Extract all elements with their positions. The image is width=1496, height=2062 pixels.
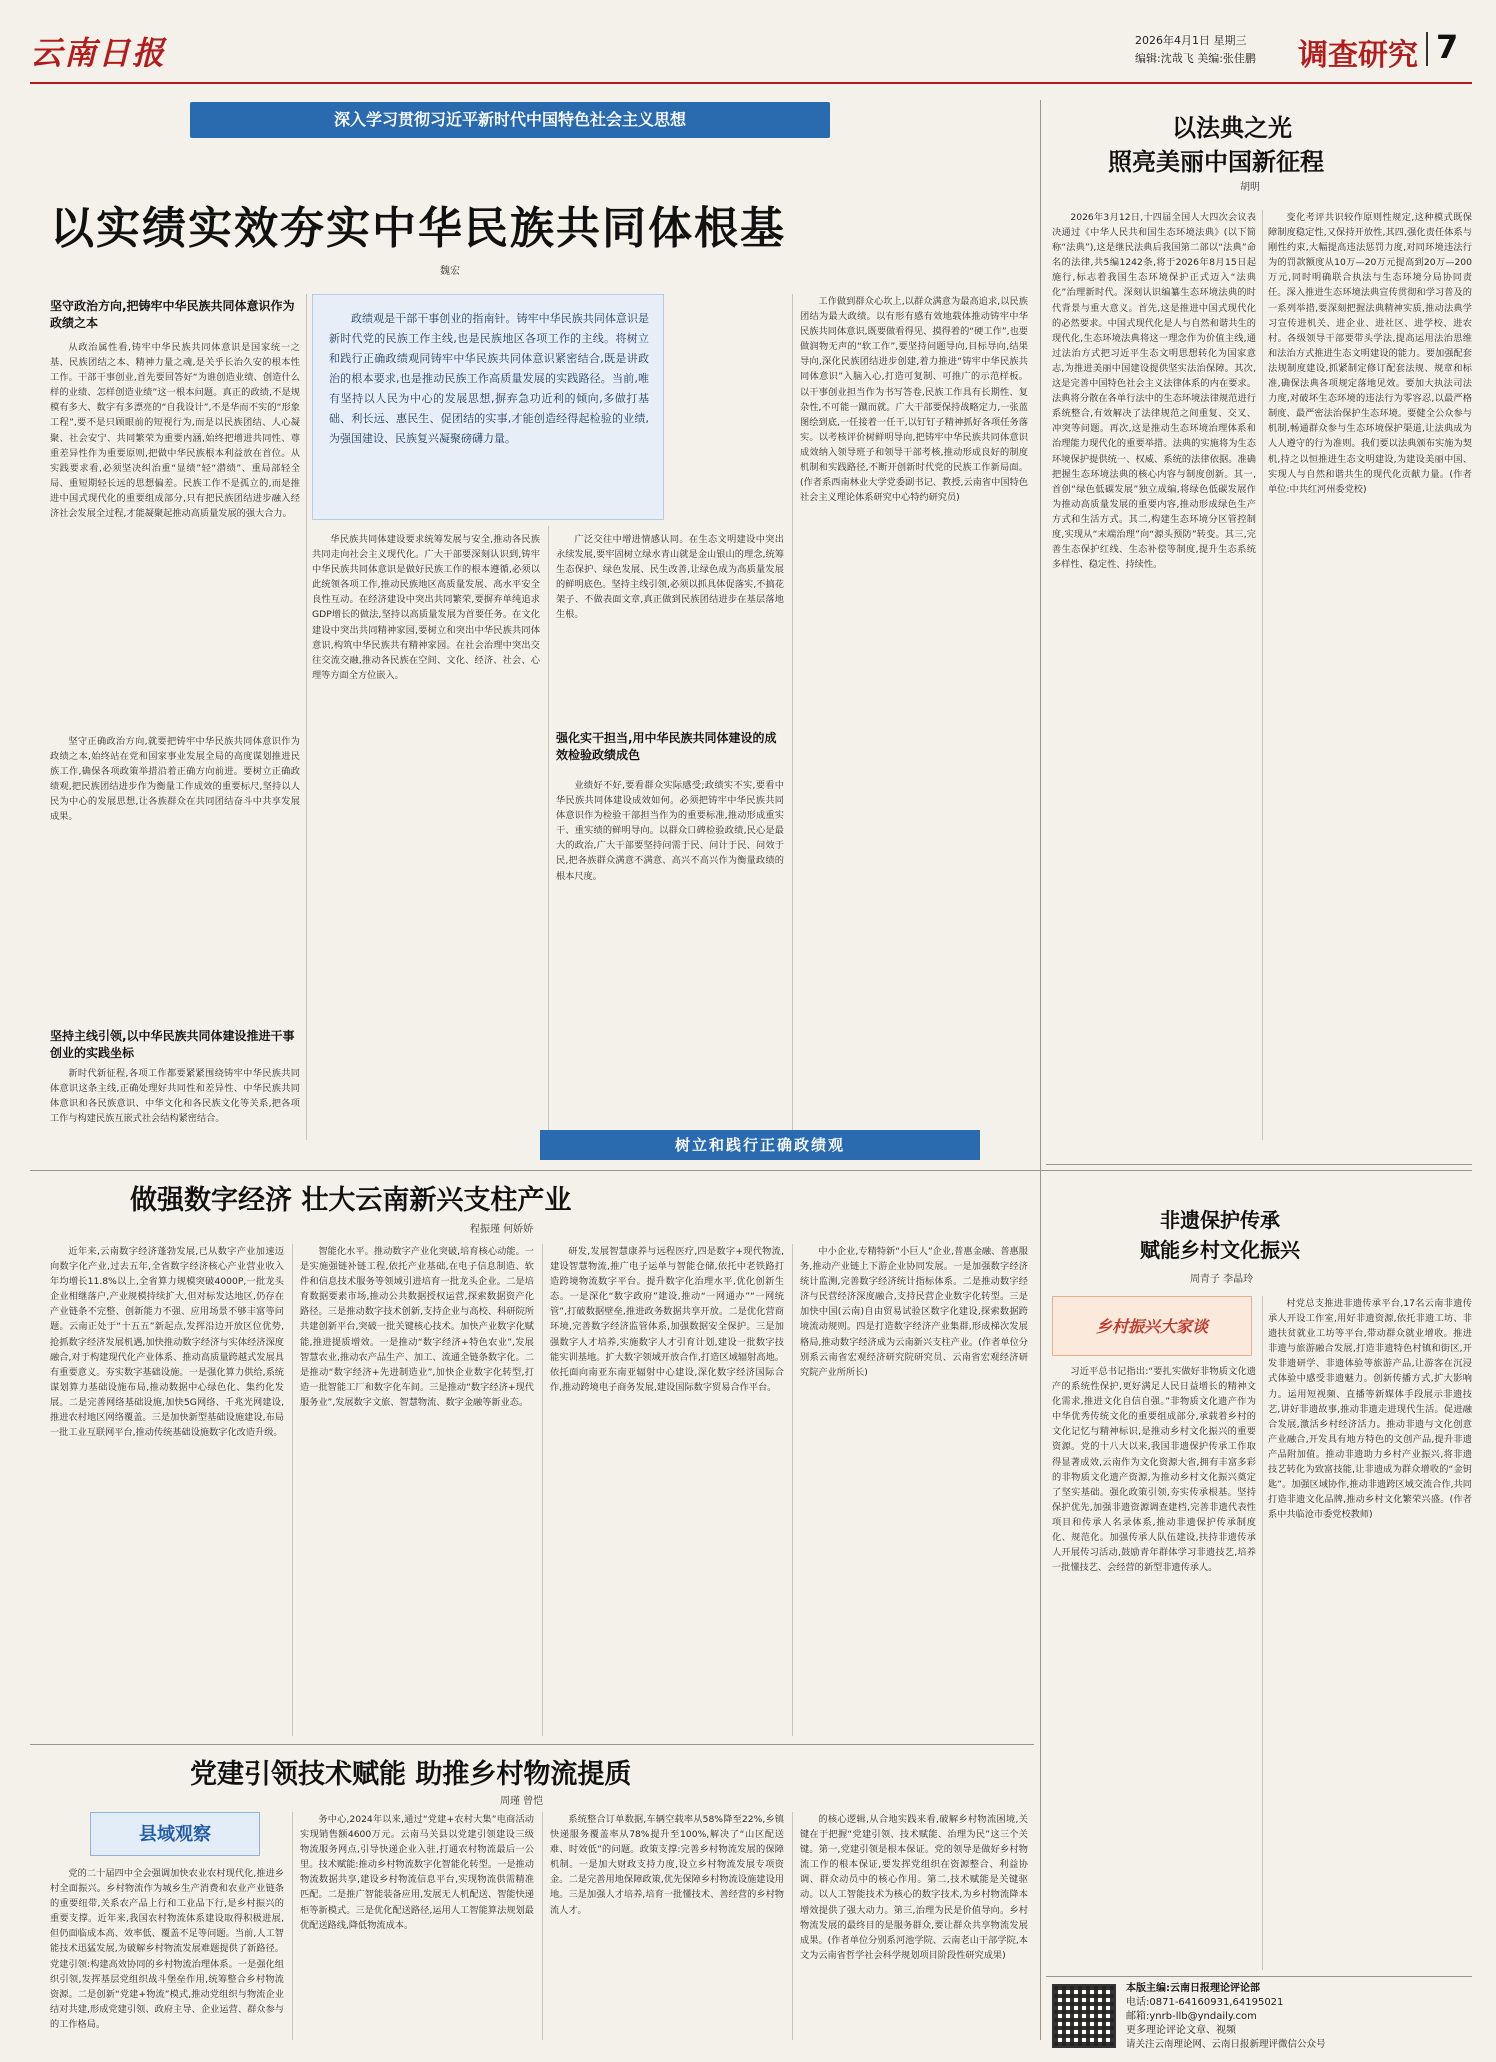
article2-headline-line2: 照亮美丽中国新征程 [1108, 148, 1324, 176]
article1-col3-text-a: 广泛交往中增进情感认同。在生态文明建设中突出永续发展,要牢固树立绿水青山就是金山银山的理念,统筹生态保护、绿色发展、民生改善,让绿色成为高质量发展的鲜明底色。坚持主线引领,必须以抓具体促落实,不搞花架子、不做表面文章,真正做到民族团结进步在基层落地生根。 [556, 534, 784, 621]
article1-col3-text-b: 业绩好不好,要看群众实际感受;政绩实不实,要看中华民族共同体建设成效如何。必须把铸牢中华民族共同体意识作为检验干部担当作为的重要标准,推动形成重实干、重实绩的鲜明导向。以群众口碑检验政绩,民心是最大的政治,广大干部要坚持问需于民、问计于民、问效于民,把各族群众满意不满意、高兴不高兴作为衡量政绩的根本尺度。 [556, 780, 784, 882]
article1-subhead-2: 坚持主线引领,以中华民族共同体建设推进干事创业的实践坐标 [50, 1029, 295, 1060]
article5-column-tag-text: 县域观察 [139, 1824, 211, 1845]
masthead-rule [30, 82, 1472, 84]
article2-author: 胡明 [1240, 182, 1260, 193]
article2-headline-line1: 以法典之光 [1172, 114, 1292, 142]
article4-col2-text: 村党总支推进非遗传承平台,17名云南非遗传承人开设工作室,用好非遗资源,依托非遗工坊、非遗扶贫就业工坊等平台,带动群众就业增收。推进非遗与旅游融合发展,打造非遗特色村镇和街区,开发非遗研学、非遗体验等旅游产品,让游客在沉浸式体验中感受非遗魅力。创新传播方式,扩大影响力。运用短视频、直播等新媒体手段展示非遗技艺,讲好非遗故事,推动非遗走进现代生活。促进融合发展,激活乡村经济活力。推动非遗与文化创意产业融合,开发具有地方特色的文创产品,提升非遗产品附加值。推动非遗助力乡村产业振兴,将非遗技艺转化为致富技能,让非遗成为群众增收的“金钥匙”。加强区域协作,推动非遗跨区域交流合作,共同打造非遗文化品牌,推动乡村文化繁荣兴盛。(作者系中共临沧市委党校教师) [1268, 1298, 1472, 1521]
article4-column-tag [1052, 1296, 1252, 1356]
section-rule-2 [30, 1744, 1034, 1745]
footer-more: 更多理论评论文章、视频 [1126, 2025, 1236, 2036]
article2-divider [1262, 210, 1263, 1140]
article1-section-tag [540, 1130, 980, 1160]
page-column-divider [1040, 100, 1041, 2040]
section-title: 调查研究 [1298, 38, 1418, 73]
article4-headline-line2: 赋能乡村文化振兴 [1140, 1238, 1300, 1262]
article5-column-tag [90, 1812, 260, 1856]
article5-col4-text: 的核心逻辑,从合地实践来看,破解乡村物流困境,关键在于把握“党建引领、技术赋能、治理为民”这三个关键。第一,党建引领是根本保证。党的领导是做好乡村物流工作的根本保证,要发挥党组织在资源整合、利益协调、群众动员中的核心作用。第二,技术赋能是关键驱动。以人工智能技术为核心的数字技术,为乡村物流降本增效提供了强大动力。第三,治理为民是价值导向。乡村物流发展的最终目的是服务群众,要让群众共享物流发展成果。(作者单位分别系河池学院、云南老山干部学院,本文为云南省哲学社会科学规划项目阶段性研究成果) [800, 1814, 1028, 1961]
article1-subhead-3: 强化实干担当,用中华民族共同体建设的成效检验政绩成色 [556, 731, 777, 762]
article2-col2-text: 变化考评共识较作原则性规定,这种模式既保障制度稳定性,又保持开放性,其四,强化责任体系与刚性约束,大幅提高违法惩罚力度,对同环境违法行为的罚款额度从10万—20万元提高到20万—200万元,同时明确联合执法与生态环境分局协同责任。深入推进生态环境法典宣传贯彻和学习普及的一系列举措,要深刻把握法典精神实质,推动法典学习宣传进机关、进企业、进社区、进学校、进农村。各级领导干部要带头学法,提高运用法治思维和法治方式推进生态文明建设的能力。要加强配套法规制度建设,抓紧制定修订配套法规、规章和标准,确保法典各项规定落地见效。要加大执法司法力度,对破坏生态环境的违法行为零容忍,以最严格制度、最严密法治保护生态环境。要健全公众参与机制,畅通群众参与生态环境保护渠道,让法典成为人人遵守的行为准则。我们要以法典颁布实施为契机,持之以恒推进生态文明建设,为建设美丽中国、实现人与自然和谐共生的现代化贡献力量。(作者单位:中共红河州委党校) [1268, 212, 1472, 495]
article5-headline: 党建引领技术赋能 助推乡村物流提质 [190, 1759, 632, 1790]
article5-col2-text: 务中心,2024年以来,通过“党建+农村大集”电商活动实现销售额4600万元。云南马关县以党建引领建设三级物流服务网点,引导快递企业入驻,打通农村物流最后一公里。技术赋能:推动乡村物流数字化智能化转型。一是推动物流数据共享,建设乡村物流信息平台,实现物流供需精准匹配。二是推广智能装备应用,发展无人机配送、智能快递柜等新模式。三是优化配送路径,运用人工智能算法规划最优配送路线,降低物流成本。 [300, 1814, 534, 1931]
section-rule-1 [30, 1170, 1472, 1171]
newspaper-logo: 云南日报 [30, 34, 167, 72]
issue-date: 2026年4月1日 星期三 [1135, 34, 1247, 47]
theme-banner [190, 102, 830, 138]
qr-code-icon[interactable] [1052, 1984, 1116, 2048]
article1-quote-text: 政绩观是干部干事创业的指南针。铸牢中华民族共同体意识是新时代党的民族工作主线,也是民族地区各项工作的主线。将树立和践行正确政绩观同铸牢中华民族共同体意识紧密结合,既是讲政治的根本要求,也是推动民族工作高质量发展的实践路径。当前,唯有坚持以人民为中心的发展思想,摒弃急功近利的倾向,多做打基础、利长远、惠民生、促团结的实事,才能创造经得起检验的业绩,为强国建设、民族复兴凝聚磅礴力量。 [329, 312, 649, 445]
page-number: 7 [1436, 28, 1459, 66]
editors-credit: 编辑:沈哉飞 美编:张佳鹏 [1135, 52, 1256, 65]
article4-author: 周青子 李晶玲 [1190, 1274, 1254, 1285]
article1-divider-3 [792, 294, 793, 1140]
article1-col1-text-a: 从政治属性看,铸牢中华民族共同体意识是国家统一之基、民族团结之本、精神力量之魂,是关乎长治久安的根本性工作。干部干事创业,首先要回答好“为谁创造业绩、创造什么样的业绩、怎样创造业绩”这一根本问题。真正的政绩,不是规模有多大、数字有多漂亮的“自我设计”,不是华而不实的“形象工程”,要不是只顾眼前的短视行为,而是以民族团结、人心凝聚、社会安宁、共同繁荣为重要内涵,始终把增进共同性、尊重差异性作为重要原则,把做中华民族根本利益放在首位。从实践要求看,必须坚决纠治重“显绩”轻“潜绩”、重局部轻全局、重短期轻长远的思想偏差。民族工作不是孤立的,而是推进中国式现代化的重要组成部分,只有把民族团结进步融入经济社会发展全过程,才能凝聚起推动高质量发展的强大合力。 [50, 342, 300, 520]
article2-col1-text: 2026年3月12日,十四届全国人大四次会议表决通过《中华人民共和国生态环境法典》(以下简称“法典”),这是继民法典后我国第二部以“法典”命名的法律,共5编1242条,将于2026年8月15日起施行,标志着我国生态环境保护正式迈入“法典化”治理新时代。深刻认识编纂生态环境法典的时代背景与重大意义。首先,这是推进中国式现代化的必然要求。中国式现代化是人与自然和谐共生的现代化,生态环境法典将这一理念作为价值主线,通过法治方式把习近平生态文明思想转化为国家意志,为推进美丽中国建设提供坚实法治保障。其次,这是完善中国特色社会主义法律体系的内在要求。法典将分散在各单行法中的生态环境法律规范进行系统整合,有效解决了法律规范之间重复、交叉、冲突等问题。再次,这是推动生态环境治理体系和治理能力现代化的重要举措。法典的实施将为生态环境保护提供统一、权威、系统的法律依据。准确把握生态环境法典的核心内容与制度创新。其一,首创“绿色低碳发展”独立成编,将绿色低碳发展作为推动高质量发展的重要内容,推动形成绿色生产方式和生活方式。其二,构建生态环境分区管控制度,实现从“末端治理”向“源头预防”转变。其三,完善生态保护红线、生态补偿等制度,提升生态系统多样性、稳定性、持续性。 [1052, 212, 1256, 571]
article1-divider-1 [306, 294, 307, 1140]
article1-col2-text: 华民族共同体建设要求统筹发展与安全,推动各民族共同走向社会主义现代化。广大干部要深刻认识到,铸牢中华民族共同体意识是做好民族工作的根本遵循,必须以此统领各项工作,推动民族地区高质量发展、高水平安全良性互动。在经济建设中突出共同繁荣,要摒弃单纯追求GDP增长的做法,坚持以高质量发展为首要任务。在文化建设中突出共同精神家园,要树立和突出中华民族共同体意识,构筑中华民族共有精神家园。在社会治理中突出交往交流交融,推动各民族在空间、文化、经济、社会、心理等方面全方位嵌入。 [312, 534, 540, 681]
section-rule-right [1046, 1164, 1472, 1165]
masthead [0, 0, 1496, 100]
article1-col1-text-b: 坚守正确政治方向,就要把铸牢中华民族共同体意识作为政绩之本,始终站在党和国家事业发展全局的高度谋划推进民族工作,确保各项政策举措沿着正确方向前进。要树立正确政绩观,把民族团结进步作为衡量工作成效的重要标尺,坚持以人民为中心的发展思想,让各族群众在共同团结奋斗中共享发展成果。 [50, 736, 300, 823]
article3-author: 程振瑾 何娇娇 [470, 1224, 534, 1235]
footer-email[interactable]: 邮箱:ynrb-llb@yndaily.com [1126, 2011, 1257, 2022]
article1-col4-text: 工作做到群众心坎上,以群众满意为最高追求,以民族团结为最大政绩。以有形有感有效地载体推动铸牢中华民族共同体意识,既要做看得见、摸得着的“硬工作”,也要做润物无声的“软工作”,要坚持问题导向,目标导向,结果导向,深化民族团结进步创建,着力推进“铸牢中华民族共同体意识”入脑入心,打造可复制、可推广的示范样板。以干事创业担当作为书写答卷,民族工作具有长期性、复杂性,不可能一蹴而就。广大干部要保持战略定力,一张蓝图绘到底,一任接着一任干,以钉钉子精神抓好各项任务落实。以考核评价树鲜明导向,把铸牢中华民族共同体意识成效纳入领导班子和领导干部考核,推动形成良好的制度机制和实践路径,不断开创新时代党的民族工作新局面。(作者系西南林业大学党委副书记、教授,云南省中国特色社会主义理论体系研究中心特约研究员) [800, 296, 1028, 504]
article5-divider-3 [792, 1812, 793, 2040]
article5-col1-text: 党的二十届四中全会强调加快农业农村现代化,推进乡村全面振兴。乡村物流作为城乡生产消费和农业产业链条的重要纽带,关系农产品上行和工业品下行,是乡村振兴的重要支撑。近年来,我国农村物流体系建设取得积极进展,但仍面临成本高、效率低、覆盖不足等问题。当前,人工智能技术迅猛发展,为破解乡村物流发展难题提供了新路径。党建引领:构建高效协同的乡村物流治理体系。一是强化组织引领,发挥基层党组织战斗堡垒作用,统筹整合乡村物流资源。二是创新“党建+物流”模式,推动党组织与物流企业结对共建,形成党建引领、政府主导、企业运营、群众参与的工作格局。 [50, 1868, 284, 2030]
article4-col1-text: 习近平总书记指出:“要扎实做好非物质文化遗产的系统性保护,更好满足人民日益增长的精神文化需求,推进文化自信自强。”非物质文化遗产作为中华优秀传统文化的重要组成部分,承载着乡村的文化记忆与精神标识,是推动乡村文化振兴的重要资源。党的十八大以来,我国非遗保护传承工作取得显著成效,云南作为文化资源大省,拥有丰富多彩的非物质文化遗产资源,为推动乡村文化振兴奠定了坚实基础。强化政策引领,夯实传承根基。坚持保护优先,加强非遗资源调查建档,完善非遗代表性项目和传承人名录体系,推动非遗保护传承制度化、规范化。加强传承人队伍建设,扶持非遗传承人开展传习活动,鼓励青年群体学习非遗技艺,培养一批懂技艺、会经营的新型非遗传承人。 [1052, 1366, 1256, 1574]
article1-author: 魏宏 [440, 266, 460, 277]
footer-editor: 本版主编:云南日报理论评论部 [1126, 1983, 1260, 1994]
article3-divider-2 [542, 1244, 543, 1736]
theme-banner-text: 深入学习贯彻习近平新时代中国特色社会主义思想 [333, 110, 686, 129]
article4-divider [1262, 1296, 1263, 1970]
article5-divider-1 [292, 1812, 293, 2040]
article5-col3-text: 系统整合订单数据,车辆空载率从58%降至22%,乡镇快递服务覆盖率从78%提升至100%,解决了“山区配送难、时效低”的问题。政策支撑:完善乡村物流发展的保障机制。一是加大财政支持力度,设立乡村物流发展专项资金。二是完善用地保障政策,优先保障乡村物流设施建设用地。三是加强人才培养,培育一批懂技术、善经营的乡村物流人才。 [550, 1814, 784, 1916]
article3-headline: 做强数字经济 壮大云南新兴支柱产业 [130, 1185, 572, 1216]
article1-section-tag-text: 树立和践行正确政绩观 [674, 1136, 845, 1154]
section-divider [1426, 32, 1428, 66]
article3-divider-3 [792, 1244, 793, 1736]
footer-follow: 请关注云南理论网、云南日报新理评微信公众号 [1126, 2039, 1326, 2050]
article1-quote-box [312, 294, 664, 520]
article5-author: 周瑾 曾恺 [500, 1796, 544, 1807]
article1-col1-text-c: 新时代新征程,各项工作都要紧紧围绕铸牢中华民族共同体意识这条主线,正确处理好共同性和差异性、中华民族共同体意识和各民族意识、中华文化和各民族文化等关系,把各项工作与构建民族互嵌式社会结构紧密结合。 [50, 1068, 300, 1125]
article4-headline-line1: 非遗保护传承 [1160, 1208, 1280, 1232]
article3-divider-1 [292, 1244, 293, 1736]
footer-phone: 电话:0871-64160931,64195021 [1126, 1997, 1284, 2008]
article3-col2-text: 智能化水平。推动数字产业化突破,培育核心动能。一是实施强链补链工程,依托产业基础,在电子信息制造、软件和信息技术服务等领域引进培育一批龙头企业。二是培育数据要素市场,推动公共数据授权运营,探索数据资产化路径。三是推动数字技术创新,支持企业与高校、科研院所共建创新平台,突破一批关键核心技术。加快产业数字化赋能,推进提质增效。一是推动“数字经济+特色农业”,发展智慧农业,推动农产品生产、加工、流通全链条数字化。二是推动“数字经济+先进制造业”,加快企业数字化转型,打造一批智能工厂和数字化车间。三是推动“数字经济+现代服务业”,发展数字文旅、智慧物流、数字金融等新业态。 [300, 1246, 534, 1408]
footer-info [1126, 1982, 1472, 2052]
article5-divider-2 [542, 1812, 543, 2040]
article3-col3-text: 研发,发展智慧康养与远程医疗,四是数字+现代物流,建设智慧物流,推广电子运单与智能仓储,依托中老铁路打造跨境物流数字平台。提升数字化治理水平,优化创新生态。一是深化“数字政府”建设,推动“一网通办”“一网统管”,打破数据壁垒,推进政务数据共享开放。二是优化营商环境,完善数字经济监管体系,加强数据安全保护。三是加强数字人才培养,实施数字人才引育计划,建设一批数字技能实训基地。扩大数字领域开放合作,打造区域辐射高地。依托面向南亚东南亚辐射中心建设,深化数字经济国际合作,推动跨境电子商务发展,建设国际数字贸易合作平台。 [550, 1246, 784, 1393]
article1-subhead-1: 坚守政治方向,把铸牢中华民族共同体意识作为政绩之本 [50, 299, 295, 330]
article1-headline: 以实绩实效夯实中华民族共同体根基 [50, 203, 786, 254]
article3-col4-text: 中小企业,专精特新“小巨人”企业,普惠金融、普惠服务,推动产业链上下游企业协同发展。一是加强数字经济统计监测,完善数字经济统计指标体系。二是推动数字经济与民营经济深度融合,支持民营企业数字化转型。三是加快中国(云南)自由贸易试验区数字化建设,探索数据跨境流动规则。四是打造数字经济产业集群,形成梯次发展格局,推动数字经济成为云南新兴支柱产业。(作者单位分别系云南省宏观经济研究院研究员、云南省宏观经济研究院产业所所长) [800, 1246, 1028, 1378]
article1-divider-2 [548, 526, 549, 1140]
footer-rule [1046, 1976, 1472, 1977]
article3-col1-text: 近年来,云南数字经济蓬勃发展,已从数字产业加速迈向数字化产业,过去五年,全省数字经济核心产业营业收入年均增长11.8%以上,全省算力规模突破4000P,一批龙头企业相继落户,产业规模持续扩大,但对标发达地区,仍存在产业链条不完整、创新能力不强、应用场景不够丰富等问题。云南正处于“十五五”新起点,发挥沿边开放区位优势,抢抓数字经济发展机遇,加快推动数字经济与实体经济深度融合,对于构建现代化产业体系、推动高质量跨越式发展具有重要意义。夯实数字基础设施。一是强化算力供给,系统谋划算力基础设施布局,推动数据中心绿色化、集约化发展。二是完善网络基础设施,加快5G网络、千兆光网建设,推进农村地区网络覆盖。三是加快新型基础设施建设,布局一批工业互联网平台,推动传统基础设施数字化改造升级。 [50, 1246, 284, 1439]
article4-column-tag-text: 乡村振兴大家谈 [1095, 1317, 1208, 1336]
